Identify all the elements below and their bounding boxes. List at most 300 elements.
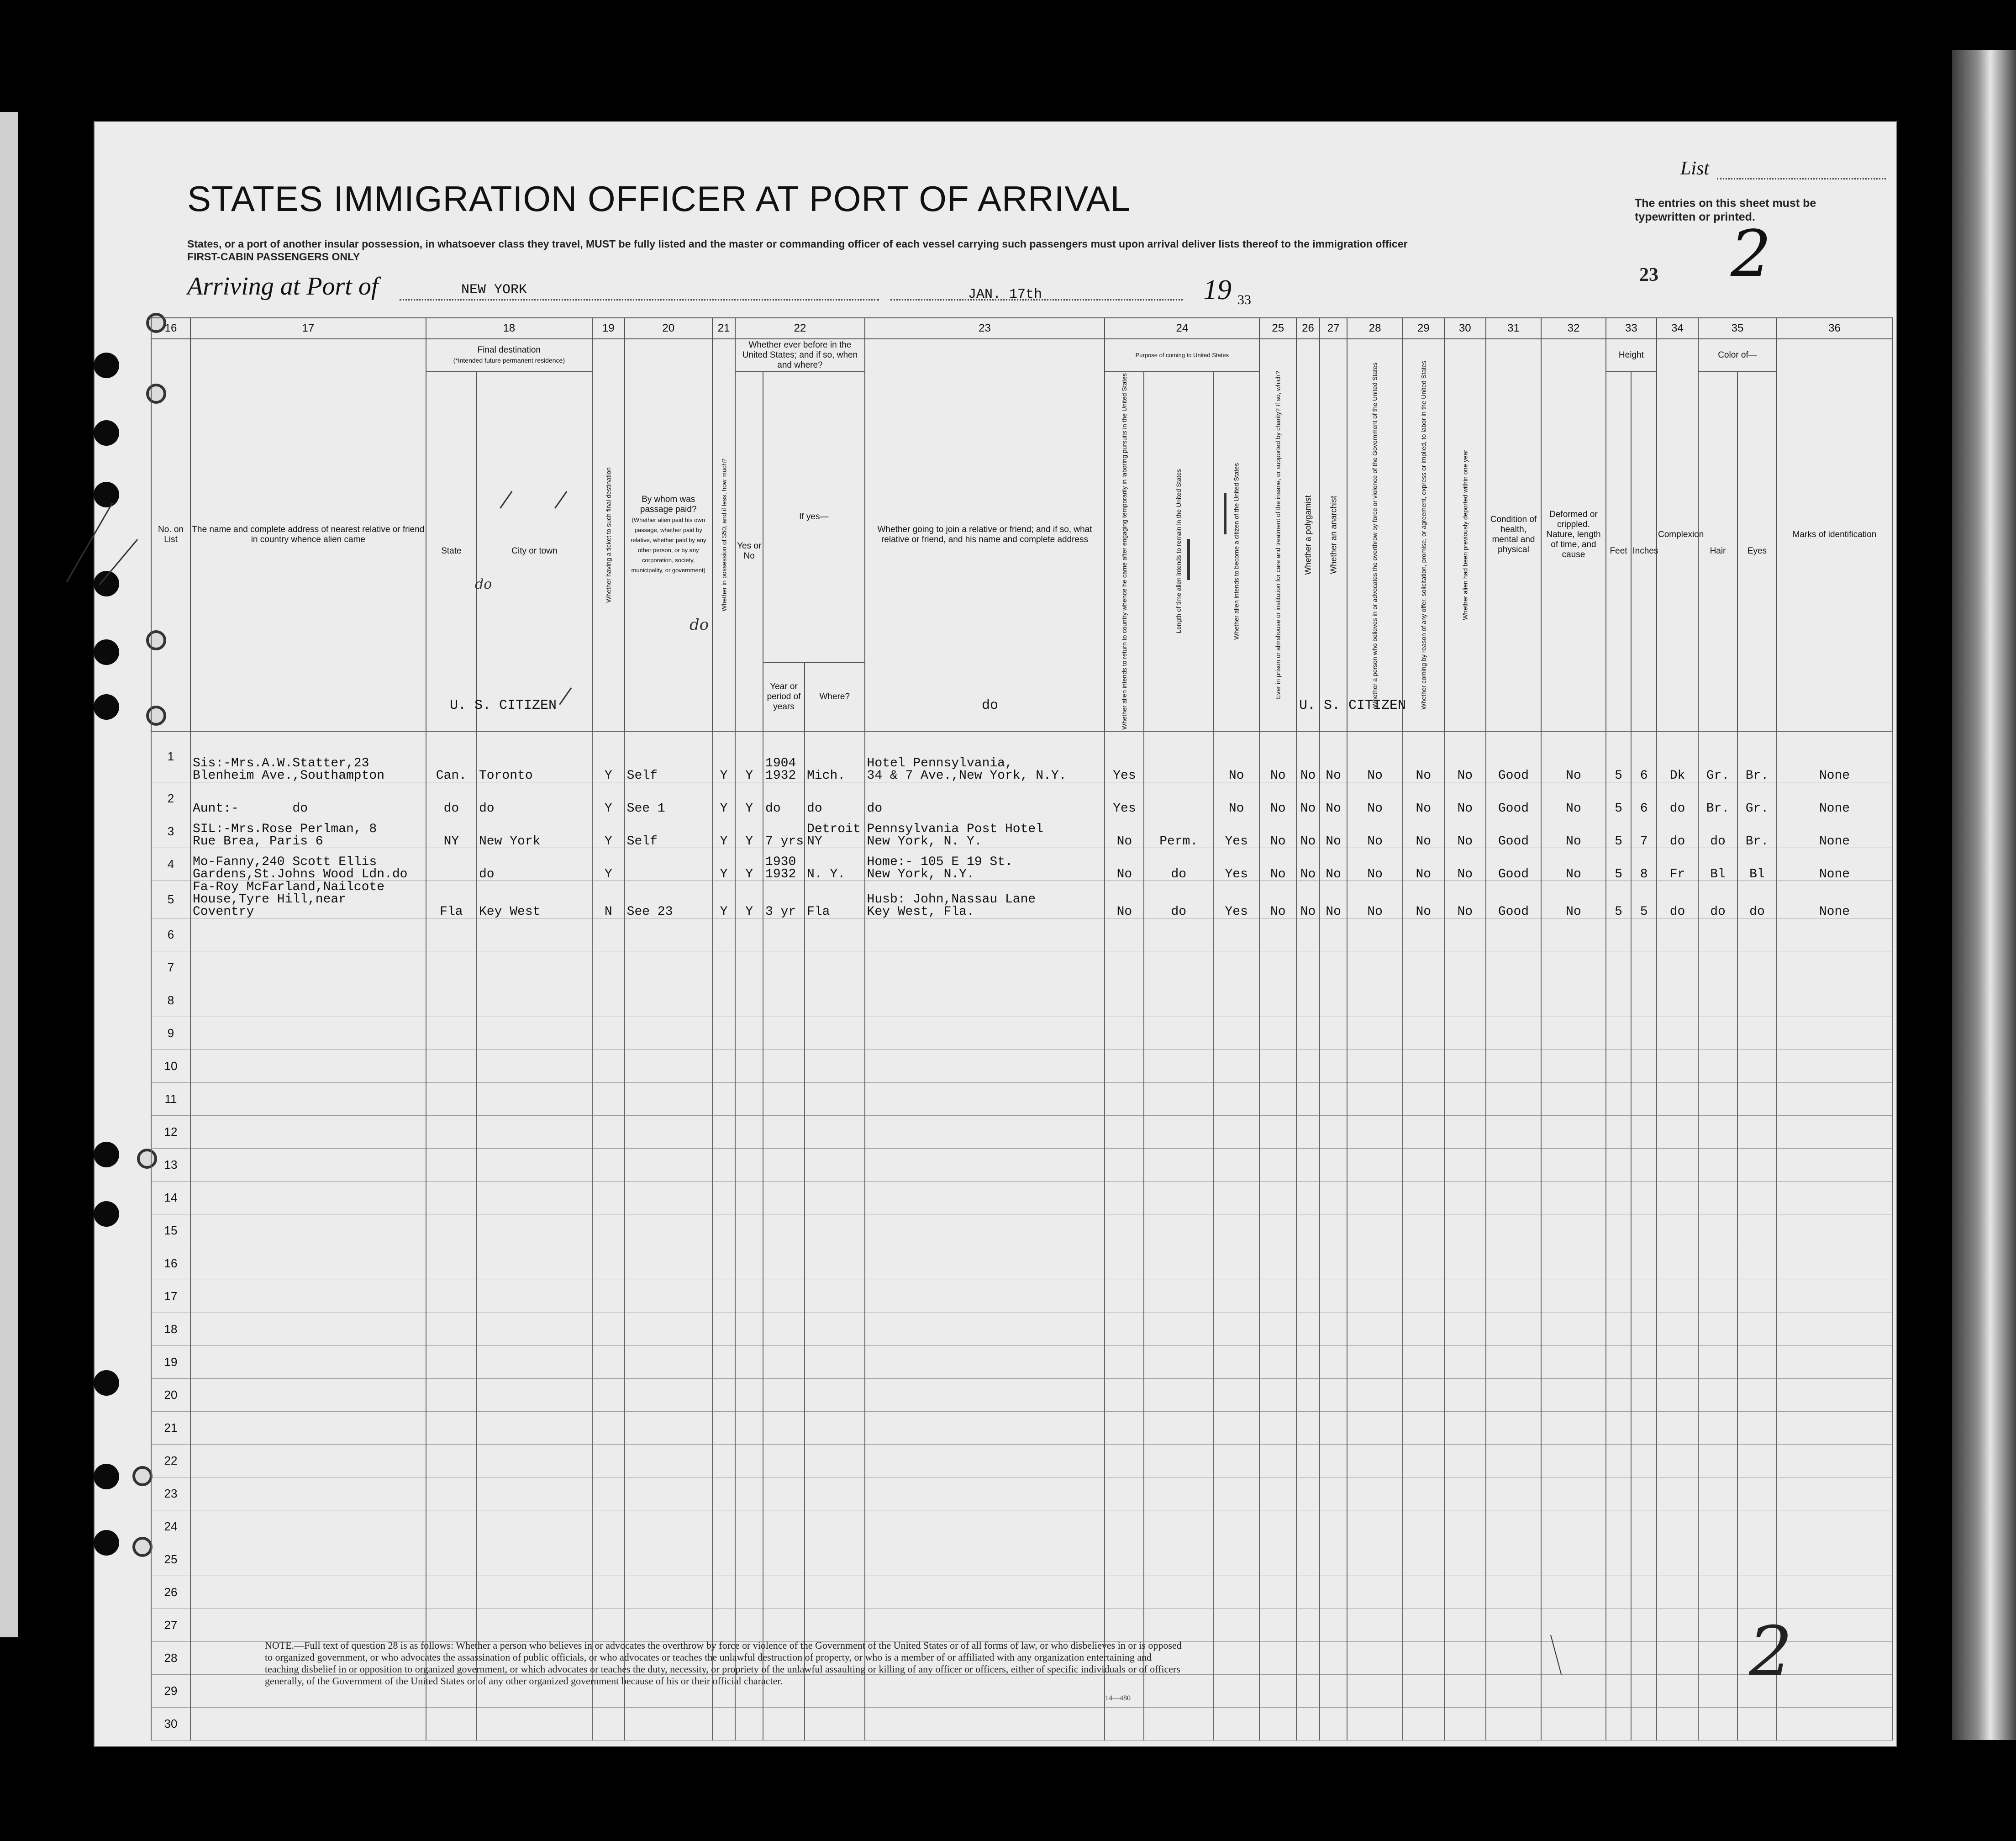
manifest-rows xyxy=(151,731,1892,1741)
sheet-number: 23 xyxy=(1639,264,1658,285)
cell-before xyxy=(735,1247,763,1280)
cell-marks xyxy=(1777,1674,1892,1707)
cell-relative xyxy=(190,1115,426,1148)
cell-anarchist xyxy=(1320,1609,1348,1641)
cell-before xyxy=(735,1543,763,1576)
cell-feet: 5 xyxy=(1606,815,1632,848)
cell-p_a xyxy=(1105,1247,1144,1280)
cell-hair xyxy=(1698,951,1737,984)
cell-feet xyxy=(1606,1313,1632,1345)
cell-overthrow xyxy=(1347,1214,1402,1247)
hdr-height: Height xyxy=(1606,339,1657,372)
cell-feet xyxy=(1606,1411,1632,1444)
cell-relative xyxy=(190,1082,426,1115)
cell-overthrow xyxy=(1347,1050,1402,1082)
line-number: 14 xyxy=(151,1181,190,1214)
cell-polygamist xyxy=(1296,1543,1320,1576)
footnote: NOTE.—Full text of question 28 is as follows: Whether a person who believes in or advocates the overthrow by force or violence of the Government of the United States or of all forms of law, or who disbelieves in or is opposed to organized government, or who advocates the assassination of public officials, or who advocates or teaches the unlawful destruction of property, or who is a member of or affiliated with any organization entertaining and teaching disbelief in or opposition to organized government, or which advocates or teaches the duty, necessity, or propriety of the unlawful assaulting or killing of any officer or officers, either of specific individuals or of officers generally, of the Government of the United States or of any other organized government because of his or their official character. xyxy=(265,1640,1182,1687)
cell-eyes xyxy=(1737,1543,1777,1576)
cell-p_a xyxy=(1105,984,1144,1017)
cell-polygamist: No xyxy=(1296,731,1320,782)
cell-deformed xyxy=(1541,1181,1606,1214)
cell-overthrow xyxy=(1347,1247,1402,1280)
cell-health xyxy=(1486,1609,1541,1641)
cell-inches xyxy=(1631,1313,1657,1345)
line-number: 15 xyxy=(151,1214,190,1247)
cell-deformed xyxy=(1541,1017,1606,1050)
cell-polygamist xyxy=(1296,1510,1320,1543)
cell-p_b xyxy=(1144,1082,1213,1115)
cell-years xyxy=(763,1510,805,1543)
cell-marks xyxy=(1777,918,1892,951)
table-row xyxy=(151,1082,1892,1115)
cell-prison xyxy=(1259,1674,1296,1707)
cell-money xyxy=(712,1280,736,1313)
table-row xyxy=(151,1148,1892,1181)
cell-deported xyxy=(1444,1707,1486,1740)
col-num: 21 xyxy=(712,318,736,339)
line-number: 20 xyxy=(151,1378,190,1411)
cabin-class: FIRST-CABIN PASSENGERS ONLY xyxy=(187,251,360,263)
cell-overthrow: No xyxy=(1347,881,1402,918)
cell-inches xyxy=(1631,1444,1657,1477)
cell-hair xyxy=(1698,1510,1737,1543)
line-number: 12 xyxy=(151,1115,190,1148)
cell-where: Fla xyxy=(805,881,865,918)
cell-city: do xyxy=(477,848,592,881)
cell-money xyxy=(712,951,736,984)
cell-where: do xyxy=(805,782,865,815)
cell-eyes xyxy=(1737,918,1777,951)
cell-inches xyxy=(1631,1378,1657,1411)
cell-hair: do xyxy=(1698,815,1737,848)
cell-paid xyxy=(625,1050,712,1082)
cell-p_a: No xyxy=(1105,881,1144,918)
handwritten-annotation: do xyxy=(475,576,492,592)
cell-contract xyxy=(1403,1181,1444,1214)
table-row xyxy=(151,1214,1892,1247)
cell-ticket xyxy=(592,1050,625,1082)
cell-complexion xyxy=(1657,1050,1698,1082)
cell-years xyxy=(763,1609,805,1641)
cell-hair xyxy=(1698,1017,1737,1050)
cell-p_a xyxy=(1105,1609,1144,1641)
cell-inches xyxy=(1631,1148,1657,1181)
cell-p_b xyxy=(1144,918,1213,951)
cell-where: N. Y. xyxy=(805,848,865,881)
cell-ticket xyxy=(592,1609,625,1641)
hdr-city: City or town xyxy=(477,372,592,731)
cell-years: 1904 1932 xyxy=(763,731,805,782)
cell-p_a xyxy=(1105,1345,1144,1378)
line-number: 30 xyxy=(151,1707,190,1740)
cell-polygamist xyxy=(1296,1378,1320,1411)
cell-where xyxy=(805,1576,865,1609)
cell-where: Detroit NY xyxy=(805,815,865,848)
cell-money xyxy=(712,918,736,951)
cell-years: 3 yr xyxy=(763,881,805,918)
cell-contract xyxy=(1403,1313,1444,1345)
cell-health: Good xyxy=(1486,815,1541,848)
cell-polygamist xyxy=(1296,1247,1320,1280)
hdr-money: Whether in possession of $50, and if less, how much? xyxy=(712,339,736,731)
cell-p_a xyxy=(1105,1510,1144,1543)
cell-overthrow xyxy=(1347,1641,1402,1674)
cell-money: Y xyxy=(712,731,736,782)
cell-deformed xyxy=(1541,1707,1606,1740)
cell-anarchist: No xyxy=(1320,731,1348,782)
cell-feet xyxy=(1606,1214,1632,1247)
form-code: 14—480 xyxy=(1105,1694,1131,1702)
cell-deformed xyxy=(1541,1082,1606,1115)
cell-marks xyxy=(1777,1313,1892,1345)
cell-city xyxy=(477,1576,592,1609)
cell-city xyxy=(477,1017,592,1050)
punch-hole xyxy=(94,420,119,446)
cell-money xyxy=(712,1543,736,1576)
cell-deported xyxy=(1444,918,1486,951)
cell-p_a xyxy=(1105,1707,1144,1740)
cell-deformed xyxy=(1541,951,1606,984)
cell-hair xyxy=(1698,1378,1737,1411)
cell-prison xyxy=(1259,1247,1296,1280)
cell-paid xyxy=(625,918,712,951)
cell-relative xyxy=(190,1411,426,1444)
cell-deported xyxy=(1444,1115,1486,1148)
cell-relative xyxy=(190,1247,426,1280)
cell-hair xyxy=(1698,1050,1737,1082)
cell-ticket xyxy=(592,1313,625,1345)
line-number: 21 xyxy=(151,1411,190,1444)
cell-hair xyxy=(1698,1082,1737,1115)
cell-feet xyxy=(1606,1510,1632,1543)
cell-money xyxy=(712,1609,736,1641)
cell-deformed xyxy=(1541,1050,1606,1082)
cell-before xyxy=(735,1378,763,1411)
cell-eyes xyxy=(1737,1378,1777,1411)
cell-p_c xyxy=(1213,1674,1259,1707)
cell-city xyxy=(477,1214,592,1247)
cell-paid: See 23 xyxy=(625,881,712,918)
cell-inches xyxy=(1631,1609,1657,1641)
cell-p_c xyxy=(1213,1181,1259,1214)
hdr-passage-paid-title: By whom was passage paid? xyxy=(640,495,697,515)
cell-health: Good xyxy=(1486,848,1541,881)
cell-money xyxy=(712,1378,736,1411)
line-number: 9 xyxy=(151,1017,190,1050)
cell-p_b xyxy=(1144,1543,1213,1576)
cell-polygamist xyxy=(1296,1181,1320,1214)
cell-ticket: Y xyxy=(592,848,625,881)
cell-before xyxy=(735,1609,763,1641)
cell-years: 1930 1932 xyxy=(763,848,805,881)
punch-hole xyxy=(94,1530,119,1556)
cell-prison: No xyxy=(1259,782,1296,815)
cell-contract xyxy=(1403,1115,1444,1148)
cell-complexion xyxy=(1657,1510,1698,1543)
cell-contract xyxy=(1403,1707,1444,1740)
cell-anarchist xyxy=(1320,1247,1348,1280)
hdr-color-of: Color of— xyxy=(1698,339,1777,372)
cell-paid xyxy=(625,1609,712,1641)
cell-state xyxy=(426,1444,477,1477)
cell-ticket xyxy=(592,918,625,951)
cell-p_b xyxy=(1144,731,1213,782)
cell-marks xyxy=(1777,951,1892,984)
cell-anarchist xyxy=(1320,918,1348,951)
line-number: 16 xyxy=(151,1247,190,1280)
cell-paid xyxy=(625,1444,712,1477)
cell-eyes xyxy=(1737,1576,1777,1609)
cell-city: Key West xyxy=(477,881,592,918)
col-num: 20 xyxy=(625,318,712,339)
cell-paid xyxy=(625,1181,712,1214)
cell-joining xyxy=(865,1181,1105,1214)
cell-feet xyxy=(1606,1576,1632,1609)
cell-before: Y xyxy=(735,881,763,918)
cell-eyes xyxy=(1737,1017,1777,1050)
line-number: 8 xyxy=(151,984,190,1017)
cell-health xyxy=(1486,1181,1541,1214)
cell-contract xyxy=(1403,1280,1444,1313)
cell-p_c xyxy=(1213,1543,1259,1576)
cell-prison xyxy=(1259,1148,1296,1181)
cell-feet xyxy=(1606,1707,1632,1740)
cell-p_a: Yes xyxy=(1105,731,1144,782)
col-num: 18 xyxy=(426,318,592,339)
cell-p_a xyxy=(1105,1115,1144,1148)
cell-marks xyxy=(1777,1345,1892,1378)
cell-relative xyxy=(190,951,426,984)
cell-contract: No xyxy=(1403,815,1444,848)
cell-state xyxy=(426,1378,477,1411)
cell-complexion xyxy=(1657,1707,1698,1740)
cell-paid: Self xyxy=(625,815,712,848)
cell-p_c xyxy=(1213,1378,1259,1411)
line-number: 22 xyxy=(151,1444,190,1477)
cell-health xyxy=(1486,1115,1541,1148)
cell-inches xyxy=(1631,1477,1657,1510)
cell-state: Can. xyxy=(426,731,477,782)
cell-years xyxy=(763,1313,805,1345)
cell-hair xyxy=(1698,1609,1737,1641)
cell-joining xyxy=(865,1543,1105,1576)
cell-prison: No xyxy=(1259,815,1296,848)
cell-inches: 6 xyxy=(1631,782,1657,815)
cell-polygamist xyxy=(1296,1674,1320,1707)
cell-deformed xyxy=(1541,1576,1606,1609)
cell-feet xyxy=(1606,1378,1632,1411)
cell-where xyxy=(805,918,865,951)
cell-years: do xyxy=(763,782,805,815)
cell-money xyxy=(712,1017,736,1050)
cell-health xyxy=(1486,984,1541,1017)
cell-prison xyxy=(1259,1411,1296,1444)
cell-city xyxy=(477,1378,592,1411)
cell-inches xyxy=(1631,1674,1657,1707)
punch-hole xyxy=(94,639,119,665)
cell-polygamist xyxy=(1296,1017,1320,1050)
cell-inches xyxy=(1631,1411,1657,1444)
cell-hair xyxy=(1698,1345,1737,1378)
table-row xyxy=(151,731,1892,782)
header-row-1 xyxy=(151,339,1892,372)
cell-ticket xyxy=(592,1280,625,1313)
cell-years: 7 yrs xyxy=(763,815,805,848)
cell-deported xyxy=(1444,951,1486,984)
cell-where xyxy=(805,1345,865,1378)
cell-health xyxy=(1486,1674,1541,1707)
table-row xyxy=(151,1280,1892,1313)
cell-prison xyxy=(1259,1609,1296,1641)
cell-inches xyxy=(1631,1543,1657,1576)
cell-contract xyxy=(1403,951,1444,984)
punch-hole xyxy=(132,1537,153,1557)
cell-inches: 8 xyxy=(1631,848,1657,881)
line-number: 6 xyxy=(151,918,190,951)
cell-city xyxy=(477,1280,592,1313)
cell-inches xyxy=(1631,1510,1657,1543)
cell-deformed: No xyxy=(1541,881,1606,918)
hdr-marks: Marks of identification xyxy=(1777,339,1892,731)
cell-complexion xyxy=(1657,1674,1698,1707)
cell-ticket xyxy=(592,1444,625,1477)
cell-city xyxy=(477,1247,592,1280)
cell-p_c xyxy=(1213,1050,1259,1082)
cell-years xyxy=(763,1148,805,1181)
cell-anarchist xyxy=(1320,1444,1348,1477)
cell-deported: No xyxy=(1444,848,1486,881)
cell-city xyxy=(477,1148,592,1181)
cell-contract xyxy=(1403,1017,1444,1050)
cell-overthrow xyxy=(1347,918,1402,951)
cell-p_b xyxy=(1144,1510,1213,1543)
cell-paid xyxy=(625,984,712,1017)
cell-p_a xyxy=(1105,1050,1144,1082)
cell-prison xyxy=(1259,1477,1296,1510)
cell-contract xyxy=(1403,1674,1444,1707)
cell-p_b xyxy=(1144,984,1213,1017)
cell-marks xyxy=(1777,984,1892,1017)
cell-paid xyxy=(625,1543,712,1576)
cell-p_c xyxy=(1213,1115,1259,1148)
cell-p_c: Yes xyxy=(1213,815,1259,848)
cell-p_a xyxy=(1105,1477,1144,1510)
hdr-feet: Feet xyxy=(1606,372,1632,731)
cell-prison xyxy=(1259,1576,1296,1609)
cell-marks xyxy=(1777,1247,1892,1280)
cell-where xyxy=(805,1181,865,1214)
hdr-year-period: Year or period of years xyxy=(763,663,805,731)
hdr-if-yes: If yes— xyxy=(763,372,865,663)
cell-eyes xyxy=(1737,1247,1777,1280)
cell-marks xyxy=(1777,1510,1892,1543)
table-row xyxy=(151,848,1892,881)
cell-health xyxy=(1486,1707,1541,1740)
cell-p_a xyxy=(1105,951,1144,984)
cell-where xyxy=(805,1444,865,1477)
cell-overthrow xyxy=(1347,1674,1402,1707)
cell-before xyxy=(735,1017,763,1050)
cell-paid: See 1 xyxy=(625,782,712,815)
cell-inches xyxy=(1631,1280,1657,1313)
cell-years xyxy=(763,1707,805,1740)
cell-deported xyxy=(1444,1378,1486,1411)
cell-eyes: Br. xyxy=(1737,815,1777,848)
cell-joining xyxy=(865,1247,1105,1280)
port-value: NEW YORK xyxy=(461,282,527,298)
cell-joining xyxy=(865,1707,1105,1740)
hdr-where: Where? xyxy=(805,663,865,731)
cell-marks xyxy=(1777,1543,1892,1576)
cell-p_b xyxy=(1144,1378,1213,1411)
cell-p_a: Yes xyxy=(1105,782,1144,815)
instructions-text: States, or a port of another insular possession, in whatsoever class they travel, MUST be fully listed and the master or commanding officer of each vessel carrying such passengers must upon arrival deliver lists thereof to the immigration officer xyxy=(187,238,1408,250)
table-row xyxy=(151,1411,1892,1444)
cell-overthrow: No xyxy=(1347,815,1402,848)
cell-relative xyxy=(190,984,426,1017)
cell-health xyxy=(1486,1247,1541,1280)
cell-eyes: Gr. xyxy=(1737,782,1777,815)
cell-deported xyxy=(1444,1148,1486,1181)
cell-hair xyxy=(1698,984,1737,1017)
cell-hair xyxy=(1698,1411,1737,1444)
cell-p_b xyxy=(1144,1247,1213,1280)
cell-health xyxy=(1486,1510,1541,1543)
cell-city xyxy=(477,1115,592,1148)
cell-anarchist xyxy=(1320,1707,1348,1740)
col-num: 17 xyxy=(190,318,426,339)
cell-ticket xyxy=(592,1148,625,1181)
cell-complexion xyxy=(1657,1444,1698,1477)
cell-deformed: No xyxy=(1541,815,1606,848)
cell-polygamist: No xyxy=(1296,815,1320,848)
cell-p_c xyxy=(1213,1345,1259,1378)
cell-hair xyxy=(1698,1674,1737,1707)
cell-joining xyxy=(865,1609,1105,1641)
col-num: 26 xyxy=(1296,318,1320,339)
cell-relative: SIL:-Mrs.Rose Perlman, 8 Rue Brea, Paris 6 xyxy=(190,815,426,848)
cell-p_b xyxy=(1144,1576,1213,1609)
cell-deformed xyxy=(1541,1148,1606,1181)
cell-health xyxy=(1486,918,1541,951)
line-number: 25 xyxy=(151,1543,190,1576)
cell-p_c xyxy=(1213,1609,1259,1641)
line-number: 23 xyxy=(151,1477,190,1510)
cell-p_a xyxy=(1105,1214,1144,1247)
hdr-purpose-b: Length of time alien intends to remain in the United States xyxy=(1144,372,1213,731)
cell-joining xyxy=(865,1444,1105,1477)
cell-money xyxy=(712,1115,736,1148)
cell-joining xyxy=(865,1378,1105,1411)
cell-joining xyxy=(865,918,1105,951)
cell-where xyxy=(805,1543,865,1576)
cell-before xyxy=(735,1148,763,1181)
cell-complexion: Fr xyxy=(1657,848,1698,881)
cell-money xyxy=(712,1313,736,1345)
cell-contract xyxy=(1403,1510,1444,1543)
hdr-hair: Hair xyxy=(1698,372,1737,731)
cell-p_b xyxy=(1144,1345,1213,1378)
table-row xyxy=(151,1477,1892,1510)
cell-eyes xyxy=(1737,1477,1777,1510)
cell-joining xyxy=(865,1082,1105,1115)
cell-marks xyxy=(1777,1477,1892,1510)
cell-money xyxy=(712,1444,736,1477)
pen-stroke xyxy=(1224,493,1226,534)
cell-complexion xyxy=(1657,1609,1698,1641)
cell-polygamist xyxy=(1296,1609,1320,1641)
